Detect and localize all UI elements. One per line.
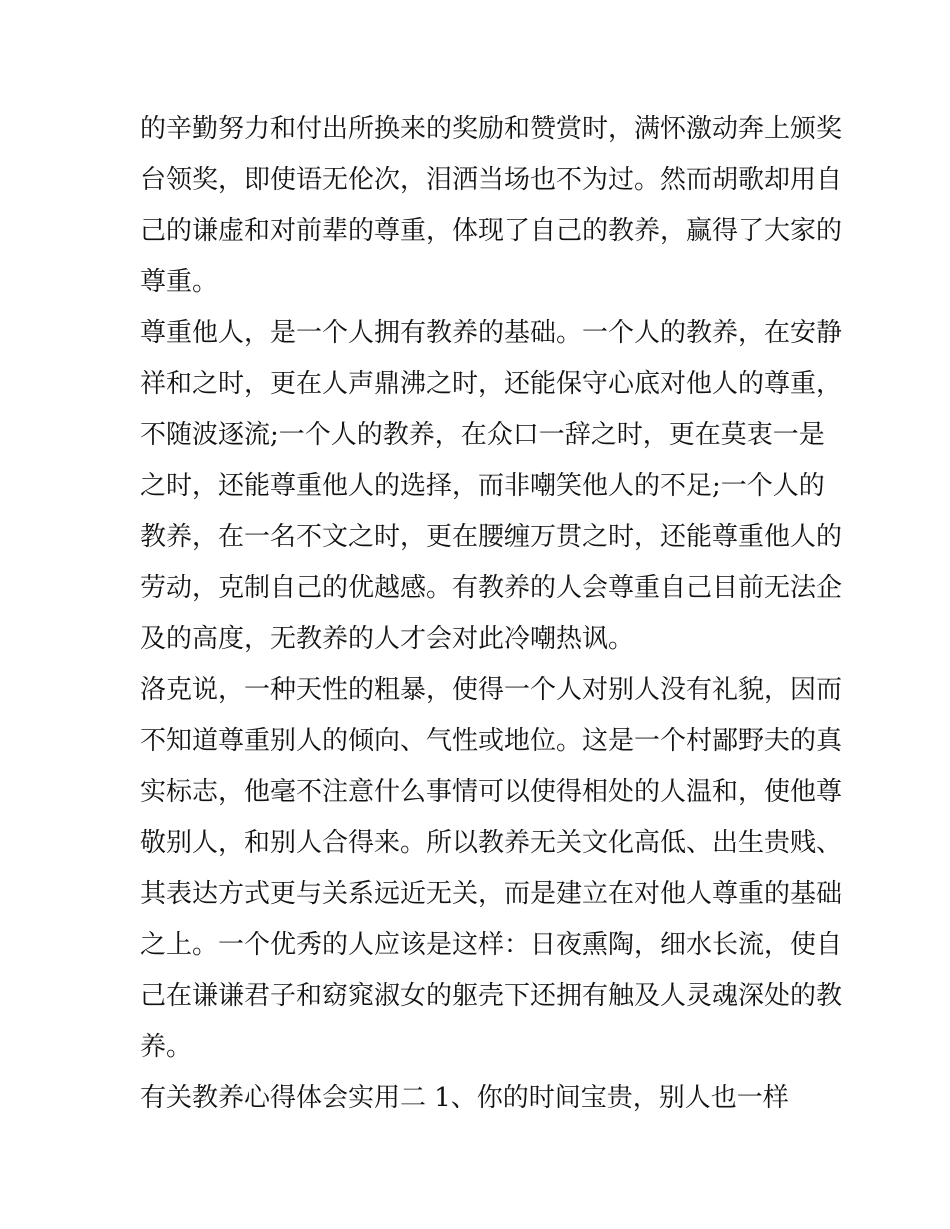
- text-line: 教养，在一名不文之时，更在腰缠万贯之时，还能尊重他人的: [140, 522, 843, 552]
- paragraph-1: [140, 104, 843, 308]
- text-line: 尊重他人，是一个人拥有教养的基础。一个人的教养，在安静: [140, 318, 843, 348]
- text-line: 台领奖，即使语无伦次，泪洒当场也不为过。然而胡歌却用自: [140, 165, 843, 195]
- paragraph-2: [140, 308, 843, 665]
- text-line: 养。: [140, 1032, 193, 1062]
- text-line: 之上。一个优秀的人应该是这样：日夜熏陶，细水长流，使自: [140, 930, 843, 960]
- text-line: 己的谦虚和对前辈的尊重，体现了自己的教养，赢得了大家的: [140, 216, 843, 246]
- text-line: 其表达方式更与关系远近无关，而是建立在对他人尊重的基础: [140, 879, 843, 909]
- paragraph-3: [140, 665, 843, 1073]
- text-line: 之时，还能尊重他人的选择，而非嘲笑他人的不足;一个人的: [140, 471, 825, 501]
- text-line: 有关教养心得体会实用二 1、你的时间宝贵，别人也一样: [140, 1083, 789, 1113]
- text-line: 洛克说，一种天性的粗暴，使得一个人对别人没有礼貌，因而: [140, 675, 843, 705]
- document-body: [140, 104, 843, 1124]
- text-line: 不随波逐流;一个人的教养，在众口一辞之时，更在莫衷一是: [140, 420, 825, 450]
- text-line: 敬别人，和别人合得来。所以教养无关文化高低、出生贵贱、: [140, 828, 843, 858]
- paragraph-heading: [140, 1073, 820, 1124]
- text-line: 及的高度，无教养的人才会对此冷嘲热讽。: [140, 624, 635, 654]
- text-line: 尊重。: [140, 267, 219, 297]
- text-line: 己在谦谦君子和窈窕淑女的躯壳下还拥有触及人灵魂深处的教: [140, 981, 843, 1011]
- text-line: 的辛勤努力和付出所换来的奖励和赞赏时，满怀激动奔上颁奖: [140, 114, 843, 144]
- text-line: 祥和之时，更在人声鼎沸之时，还能保守心底对他人的尊重，: [140, 369, 843, 399]
- text-line: 实标志，他毫不注意什么事情可以使得相处的人温和，使他尊: [140, 777, 843, 807]
- text-line: 不知道尊重别人的倾向、气性或地位。这是一个村鄙野夫的真: [140, 726, 843, 756]
- text-line: 劳动，克制自己的优越感。有教养的人会尊重自己目前无法企: [140, 573, 843, 603]
